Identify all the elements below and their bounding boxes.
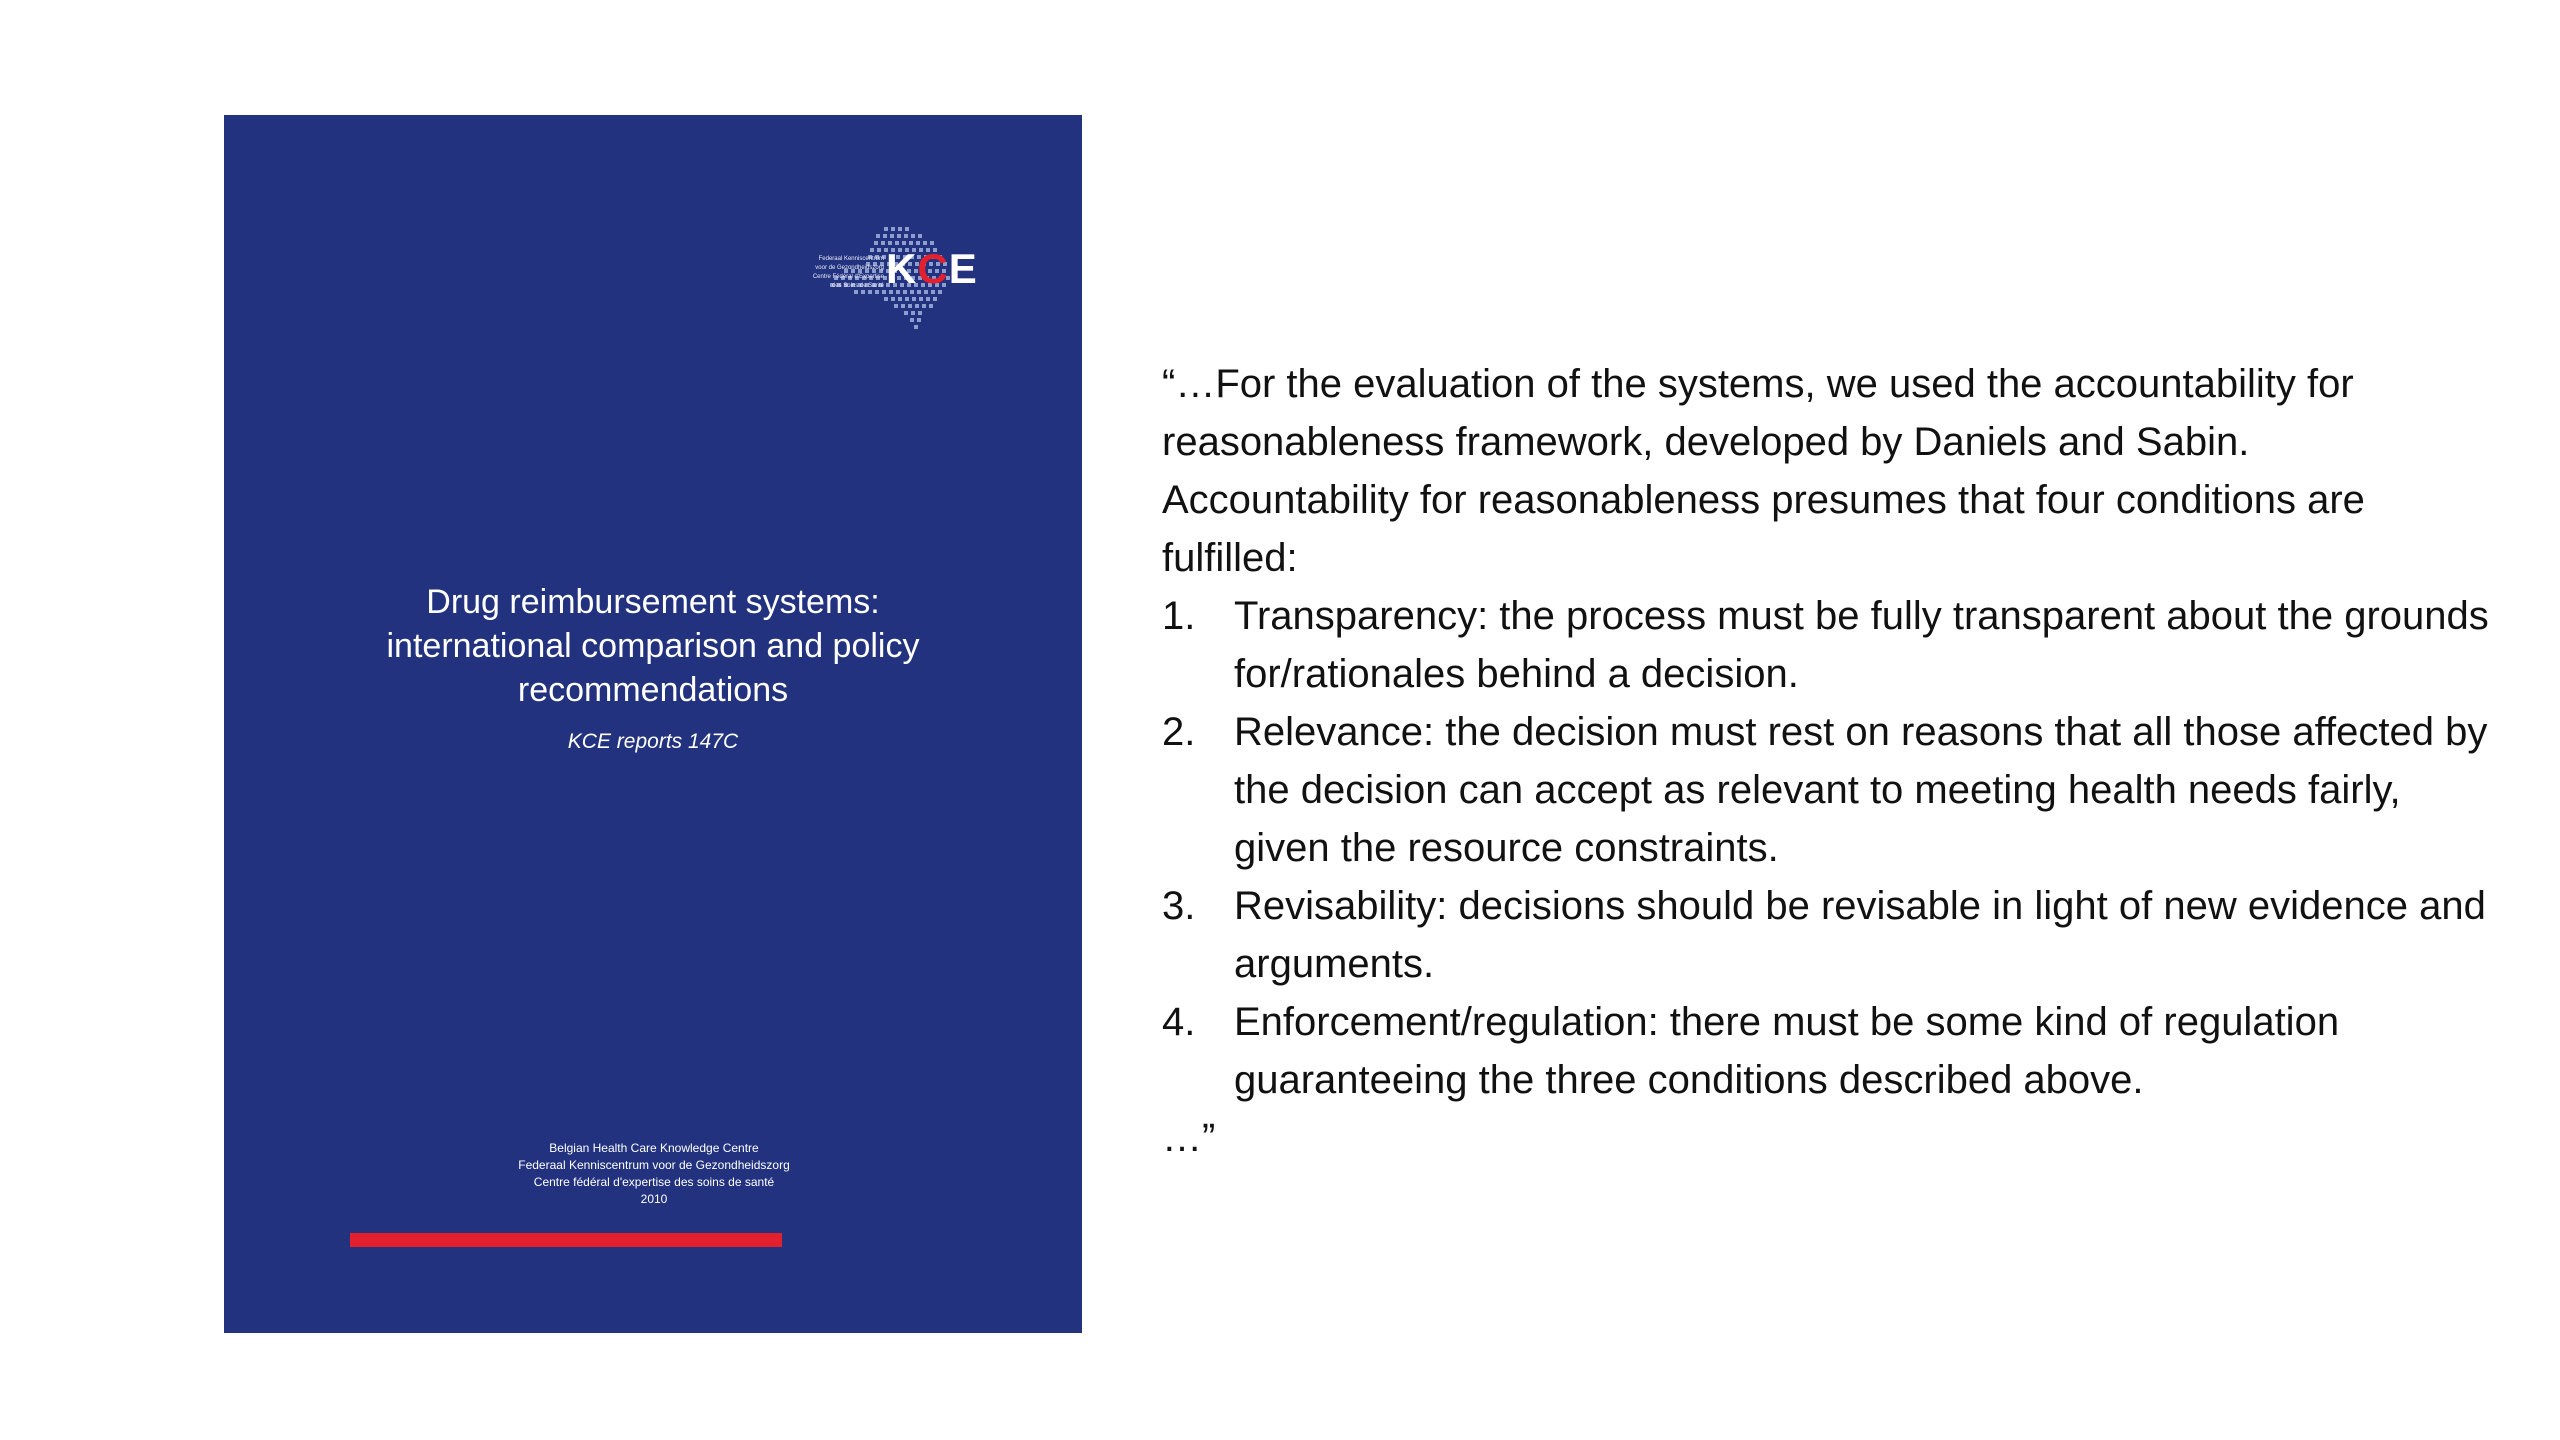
- map-dot: [904, 234, 908, 238]
- publisher-line: Belgian Health Care Knowledge Centre: [549, 1141, 759, 1155]
- map-dot: [910, 318, 914, 322]
- logo-line: Centre Fédéral d'Expertise: [812, 274, 884, 280]
- map-dot: [891, 227, 895, 231]
- map-dot: [908, 304, 912, 308]
- red-accent-bar: [350, 1233, 782, 1247]
- report-title-line: recommendations: [517, 671, 789, 709]
- list-text: Relevance: the decision must rest on reasons that all those affected by the decision can accept as relevant to meeting health needs fairly, given the resource constraints.: [1234, 710, 2488, 870]
- list-number: 1.: [1162, 594, 1196, 638]
- map-dot: [898, 227, 902, 231]
- logo-line: voor de Gezondheidszorg: [815, 265, 884, 271]
- map-dot: [883, 234, 887, 238]
- map-dot: [918, 234, 922, 238]
- publisher-block: [354, 1140, 954, 1208]
- logo-institute-names: [734, 255, 884, 291]
- map-dot: [891, 297, 895, 301]
- map-dot: [905, 297, 909, 301]
- logo-line: des Soins de Santé: [831, 283, 884, 289]
- publisher-line: Centre fédéral d'expertise des soins de santé: [533, 1175, 775, 1189]
- report-title-line: international comparison and policy: [386, 627, 920, 665]
- list-number: 3.: [1162, 884, 1196, 928]
- list-text: Enforcement/regulation: there must be some kind of regulation guaranteeing the three conditions described above.: [1234, 1000, 2340, 1102]
- publication-year: 2010: [640, 1192, 668, 1206]
- map-dot: [870, 248, 874, 252]
- logo-wordmark: KCE: [886, 245, 978, 292]
- map-dot: [914, 325, 918, 329]
- map-dot: [933, 297, 937, 301]
- kce-logo: [734, 215, 994, 335]
- map-dot: [918, 311, 922, 315]
- conditions-list: [1162, 587, 2502, 1109]
- map-dot: [911, 311, 915, 315]
- map-dot: [884, 297, 888, 301]
- map-dot: [894, 304, 898, 308]
- map-dot: [929, 304, 933, 308]
- report-title: [284, 580, 1022, 712]
- quote-intro: “…For the evaluation of the systems, we used the accountability for reasonableness framework, developed by Daniels and Sabin. Accountability for reasonableness presumes that four conditions are fulfilled:: [1162, 362, 2365, 580]
- list-number: 2.: [1162, 710, 1196, 754]
- list-text: Revisability: decisions should be revisable in light of new evidence and arguments.: [1234, 884, 2486, 986]
- map-dot: [876, 234, 880, 238]
- map-dot: [897, 234, 901, 238]
- publisher-line: Federaal Kenniscentrum voor de Gezondheidszorg: [518, 1158, 790, 1172]
- list-item: [1162, 703, 2502, 877]
- report-title-line: Drug reimbursement systems:: [426, 583, 880, 621]
- map-dot: [884, 227, 888, 231]
- list-item: [1162, 877, 2502, 993]
- list-item: [1162, 993, 2502, 1109]
- logo-line: Federaal Kenniscentrum: [818, 256, 884, 262]
- list-number: 4.: [1162, 1000, 1196, 1044]
- map-dot: [877, 248, 881, 252]
- map-dot: [915, 304, 919, 308]
- report-cover: [224, 115, 1082, 1333]
- list-text: Transparency: the process must be fully transparent about the grounds for/rationales behind a decision.: [1234, 594, 2489, 696]
- quote-block: [1162, 355, 2502, 1167]
- map-dot: [922, 304, 926, 308]
- report-number: KCE reports 147C: [567, 730, 739, 753]
- map-dot: [905, 227, 909, 231]
- map-dot: [926, 297, 930, 301]
- map-dot: [898, 297, 902, 301]
- list-item: [1162, 587, 2502, 703]
- map-dot: [874, 241, 878, 245]
- quote-closing: …”: [1162, 1116, 1216, 1160]
- map-dot: [881, 241, 885, 245]
- map-dot: [904, 311, 908, 315]
- map-dot: [917, 318, 921, 322]
- map-dot: [912, 297, 916, 301]
- map-dot: [911, 234, 915, 238]
- map-dot: [890, 234, 894, 238]
- map-dot: [919, 297, 923, 301]
- map-dot: [901, 304, 905, 308]
